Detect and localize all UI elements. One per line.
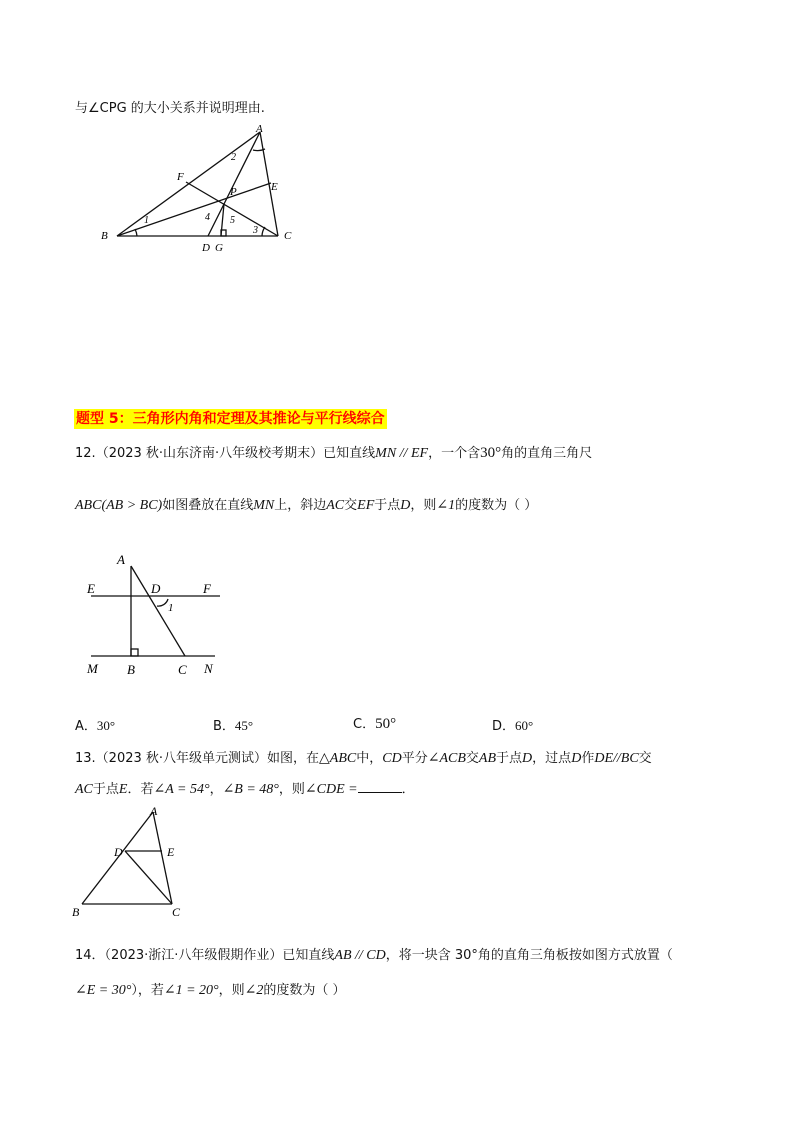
fig12-label-m: M (87, 661, 98, 676)
q13-line1-part: CD (382, 751, 402, 766)
fig12-label-f: F (203, 581, 211, 596)
intro-line: 与∠CPG 的大小关系并说明理由. (75, 101, 265, 116)
q13-line2-part: ， (209, 782, 223, 797)
fig12-label-b: B (127, 662, 135, 677)
fig1-label-p: P (230, 186, 237, 198)
q13-line1-part: 交 (638, 751, 652, 766)
fig1-label-e: E (271, 181, 278, 193)
q12-abc-cond: ABC(AB > BC) (75, 498, 163, 513)
q12-option-d[interactable] (492, 717, 533, 736)
q13-line2-part: 于点 (92, 782, 119, 797)
q13-line1-part: 13.（2023 秋·八年级单元测试）如图，在 (75, 751, 320, 766)
q13-line1-part: 平分 (401, 751, 428, 766)
q14-angle-1: ∠1 = 20° (163, 983, 219, 998)
q12-text-e: 交 (344, 498, 358, 513)
question-13-line-2 (75, 780, 415, 799)
q13-line1-part: 于点 (496, 751, 523, 766)
q14-text-a: ，将一块含 30°角的直角三角板按如图方式放置（ (385, 948, 673, 963)
q13-line1-part: ，过点 (532, 751, 572, 766)
q12-text-b: 角的直角三角尺 (501, 446, 593, 461)
q12-deg30: 30° (480, 445, 502, 461)
fig13-label-a: A (150, 804, 158, 818)
q14-ab-parallel-cd: AB // CD (334, 948, 386, 963)
fig1-angle-3: 3 (253, 225, 258, 236)
q14-angle-e: ∠E = 30° (75, 983, 132, 998)
q13-line2-part: ∠B = 48° (222, 782, 279, 797)
option-letter: D． (492, 719, 516, 734)
q12-text-a: ，一个含 (428, 446, 481, 461)
q13-answer-blank[interactable] (358, 780, 402, 793)
q13-line2-part: ，则 (278, 782, 305, 797)
fig12-label-n: N (204, 661, 213, 676)
q12-source: （2023 秋·山东济南·八年级校考期末）已知直线 (95, 446, 376, 461)
q12-text-c: 如图叠放在直线 (162, 498, 254, 513)
fig1-label-b: B (101, 230, 108, 242)
option-letter: A． (75, 719, 97, 734)
q12-d: D (400, 498, 411, 513)
q13-line2-part: ∠CDE = (304, 782, 358, 797)
q13-line2-part: E (118, 782, 128, 797)
fig1-angle-2: 2 (231, 152, 236, 163)
q12-ac: AC (326, 498, 345, 513)
q14-number: 14． (75, 948, 105, 963)
q12-text-g: ，则 (410, 498, 437, 513)
fig1-angle-5: 5 (230, 215, 235, 226)
q13-line1-part: 中， (356, 751, 383, 766)
fig12-angle-1: 1 (168, 602, 174, 614)
section-title: 题型 5：三角形内角和定理及其推论与平行线综合 (76, 411, 385, 427)
q13-line1-part: D (522, 751, 533, 766)
question-13-line-1 (75, 750, 652, 768)
fig12-label-c: C (178, 662, 187, 677)
q12-mn: MN (253, 498, 275, 513)
q13-line1-part: DE//BC (594, 751, 639, 766)
q13-line1-part: △ABC (319, 751, 357, 766)
question-14-line-1 (75, 947, 673, 965)
figure-12-parallel-lines (85, 550, 235, 680)
q12-number: 12. (75, 446, 96, 461)
option-value: 30° (96, 718, 116, 733)
fig12-label-a: A (117, 552, 125, 567)
figure-1-triangle-abc (95, 120, 305, 260)
q14-text-d: 的度数为（ ） (263, 983, 346, 998)
q14-text-c: ，则 (218, 983, 245, 998)
fig1-angle-4: 4 (205, 212, 210, 223)
q13-line2-part: AC (75, 782, 93, 797)
fig13-label-e: E (167, 845, 175, 859)
q12-ef: EF (357, 498, 375, 513)
fig12-label-e: E (87, 581, 95, 596)
fig13-label-c: C (172, 905, 181, 919)
option-value: 60° (515, 718, 534, 733)
q12-text-f: 于点 (374, 498, 401, 513)
q14-text-b: ），若 (131, 983, 164, 998)
figure-13-triangle (70, 804, 200, 928)
q13-line1-part: D (571, 751, 582, 766)
fig1-label-c: C (284, 230, 292, 242)
fig13-label-d: D (114, 845, 123, 859)
q14-source: （2023·浙江·八年级假期作业）已知直线 (104, 948, 335, 963)
option-letter: C． (353, 717, 376, 732)
q13-period: ． (401, 782, 415, 797)
fig1-label-a: A (256, 123, 263, 135)
q12-mn-parallel-ef: MN // EF (375, 446, 429, 461)
question-14-line-2 (75, 982, 346, 1000)
fig1-label-f: F (177, 171, 184, 183)
fig13-label-b: B (72, 905, 80, 919)
q13-line2-part: ∠A = 54° (153, 782, 210, 797)
question-12-line-1 (75, 444, 592, 463)
fig12-label-d: D (151, 581, 161, 596)
fig1-label-g: G (215, 242, 223, 254)
q12-text-h: 的度数为（ ） (455, 498, 538, 513)
fig1-angle-1: 1 (144, 215, 149, 226)
q13-line2-part: ．若 (127, 782, 154, 797)
fig1-label-d: D (202, 242, 210, 254)
option-value: 50° (375, 716, 397, 732)
q12-option-b[interactable] (213, 717, 253, 736)
q13-line1-part: ∠ACB (427, 751, 466, 766)
q14-angle-2: ∠2 (244, 983, 264, 998)
option-value: 45° (234, 718, 254, 733)
option-letter: B． (213, 719, 235, 734)
q13-line1-part: 交 (465, 751, 479, 766)
q13-line1-part: 作 (581, 751, 595, 766)
question-12-line-2 (75, 497, 537, 515)
q12-text-d: 上，斜边 (274, 498, 327, 513)
q12-option-c[interactable] (353, 715, 396, 734)
q12-angle1: ∠1 (436, 498, 456, 513)
q13-line1-part: AB (478, 751, 497, 766)
q12-option-a[interactable] (75, 717, 115, 736)
